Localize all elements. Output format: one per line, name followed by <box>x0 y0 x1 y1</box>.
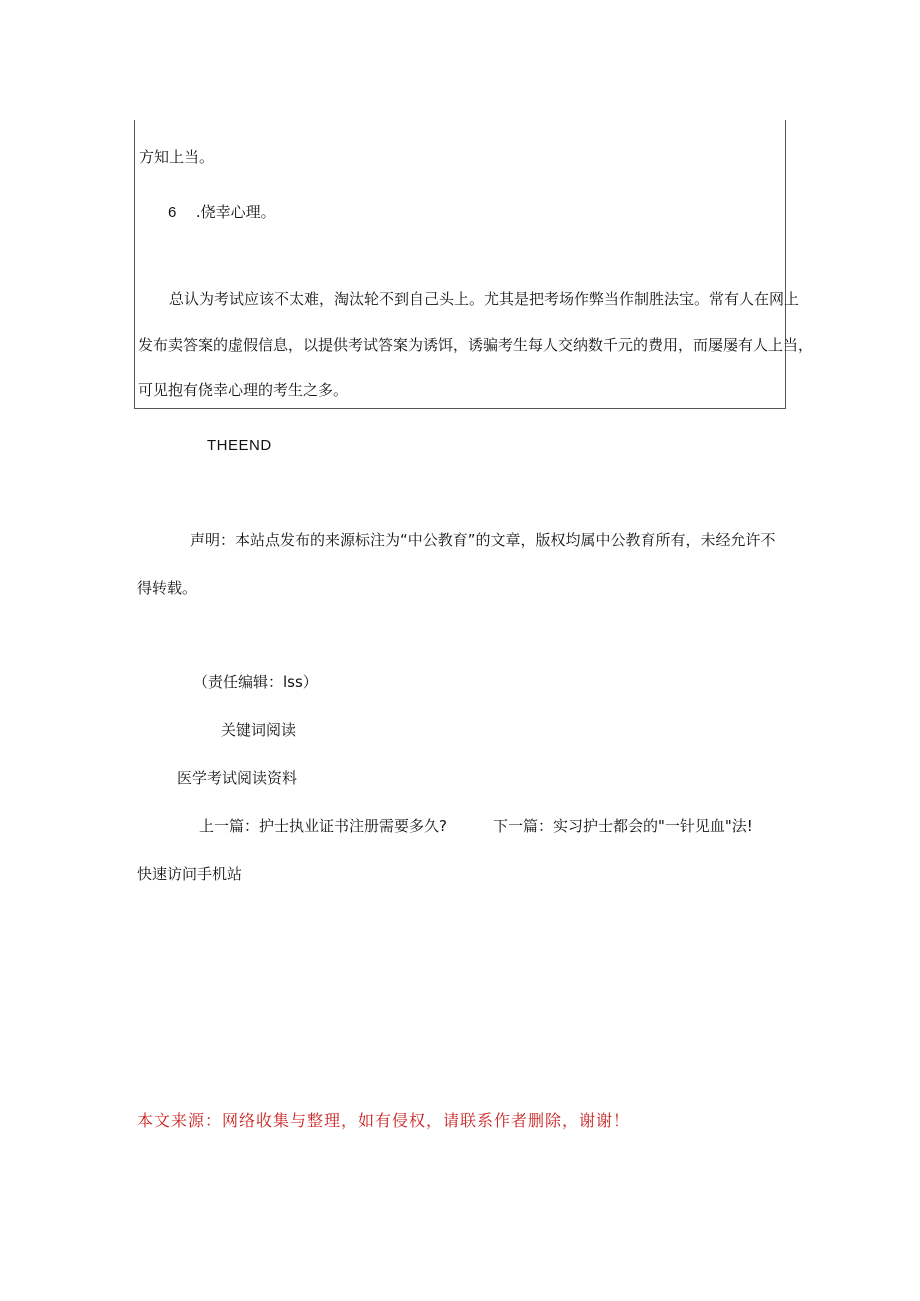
article-box <box>134 120 814 409</box>
source-note: 本文来源：网络收集与整理，如有侵权，请联系作者删除，谢谢！ <box>137 1111 631 1130</box>
item-number-digit: 6 <box>168 204 177 221</box>
keywords-heading: 关键词阅读 <box>221 721 297 739</box>
next-article-link[interactable]: 下一篇：实习护士都会的"一针见血"法! <box>493 817 753 835</box>
statement-line: 得转载。 <box>137 579 198 597</box>
editor-credit: （责任编辑：lss） <box>193 673 318 691</box>
paragraph-line: 发布卖答案的虚假信息，以提供考试答案为诱饵，诱骗考生每人交纳数千元的费用，而屡屡有人上当， <box>138 336 814 354</box>
item-title: .侥幸心理。 <box>195 203 276 221</box>
the-end-label: THEEND <box>207 437 272 454</box>
line-fragment: 方知上当。 <box>139 148 215 166</box>
keyword-link[interactable]: 医学考试阅读资料 <box>177 769 298 787</box>
statement-line: 声明：本站点发布的来源标注为“中公教育”的文章，版权均属中公教育所有，未经允许不 <box>190 531 776 549</box>
prev-article-link[interactable]: 上一篇：护士执业证书注册需要多久? <box>199 817 447 835</box>
paragraph-line: 总认为考试应该不太难，淘汰轮不到自己头上。尤其是把考场作弊当作制胜法宝。常有人在网上 <box>169 290 800 308</box>
mobile-site-link[interactable]: 快速访问手机站 <box>137 865 243 883</box>
item-number <box>168 201 276 222</box>
paragraph-line: 可见抱有侥幸心理的考生之多。 <box>138 381 349 399</box>
